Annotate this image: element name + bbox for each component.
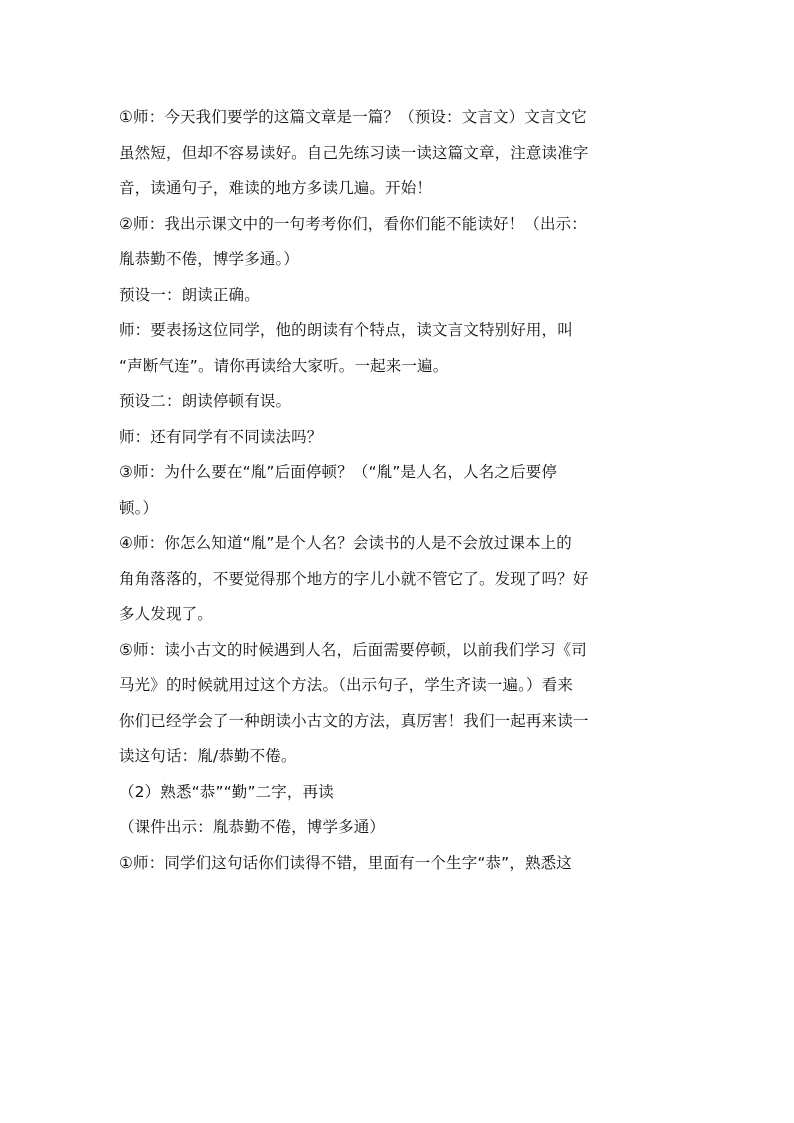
text-line: 胤恭勤不倦，博学多通。） [119,250,300,268]
text-line: “声断气连”。请你再读给大家听。一起来一遍。 [119,356,449,375]
text-line: ②师：我出示课文中的一句考考你们，看你们能不能读好！（出示： [119,214,587,233]
text-line: 师：要表扬这位同学，他的朗读有个特点，读文言文特别好用，叫 [119,321,573,339]
text-line: 顿。） [119,498,159,517]
text-line: 多人发现了。 [119,605,213,623]
text-line: 师：还有同学有不同读法吗？ [119,427,323,446]
text-line: ③师：为什么要在“胤”后面停顿？（“胤”是人名，人名之后要停 [119,463,558,481]
text-line: 读这句话：胤/恭勤不倦。 [119,747,297,765]
text-line: ④师：你怎么知道“胤”是个人名？会读书的人是不会放过课本上的 [119,534,572,552]
text-line: 预设二：朗读停顿有误。 [119,392,292,410]
text-line: （2）熟悉“恭”“勤”二字，再读 [119,782,334,801]
text-line: 马光》的时候就用过这个方法。（出示句子，学生齐读一遍。）看来 [119,676,574,694]
text-line: ⑤师：读小古文的时候遇到人名，后面需要停顿，以前我们学习《司 [119,640,587,659]
text-line: ①师：同学们这句话你们读得不错，里面有一个生字“恭”，熟悉这 [119,853,572,872]
text-line: 预设一：朗读正确。 [119,285,260,304]
text-line: 音，读通句子，难读的地方多读几遍。开始！ [119,179,433,197]
text-line: ①师：今天我们要学的这篇文章是一篇？（预设：文言文）文言文它 [119,108,587,126]
text-line: （课件出示：胤恭勤不倦，博学多通） [119,818,386,836]
document-body [119,100,679,881]
text-line: 你们已经学会了一种朗读小古文的方法，真厉害！我们一起再来读一 [119,711,589,730]
text-line: 虽然短，但却不容易读好。自己先练习读一读这篇文章，注意读准字 [119,143,589,162]
text-line: 角角落落的，不要觉得那个地方的字儿小就不管它了。发现了吗？好 [119,569,589,588]
